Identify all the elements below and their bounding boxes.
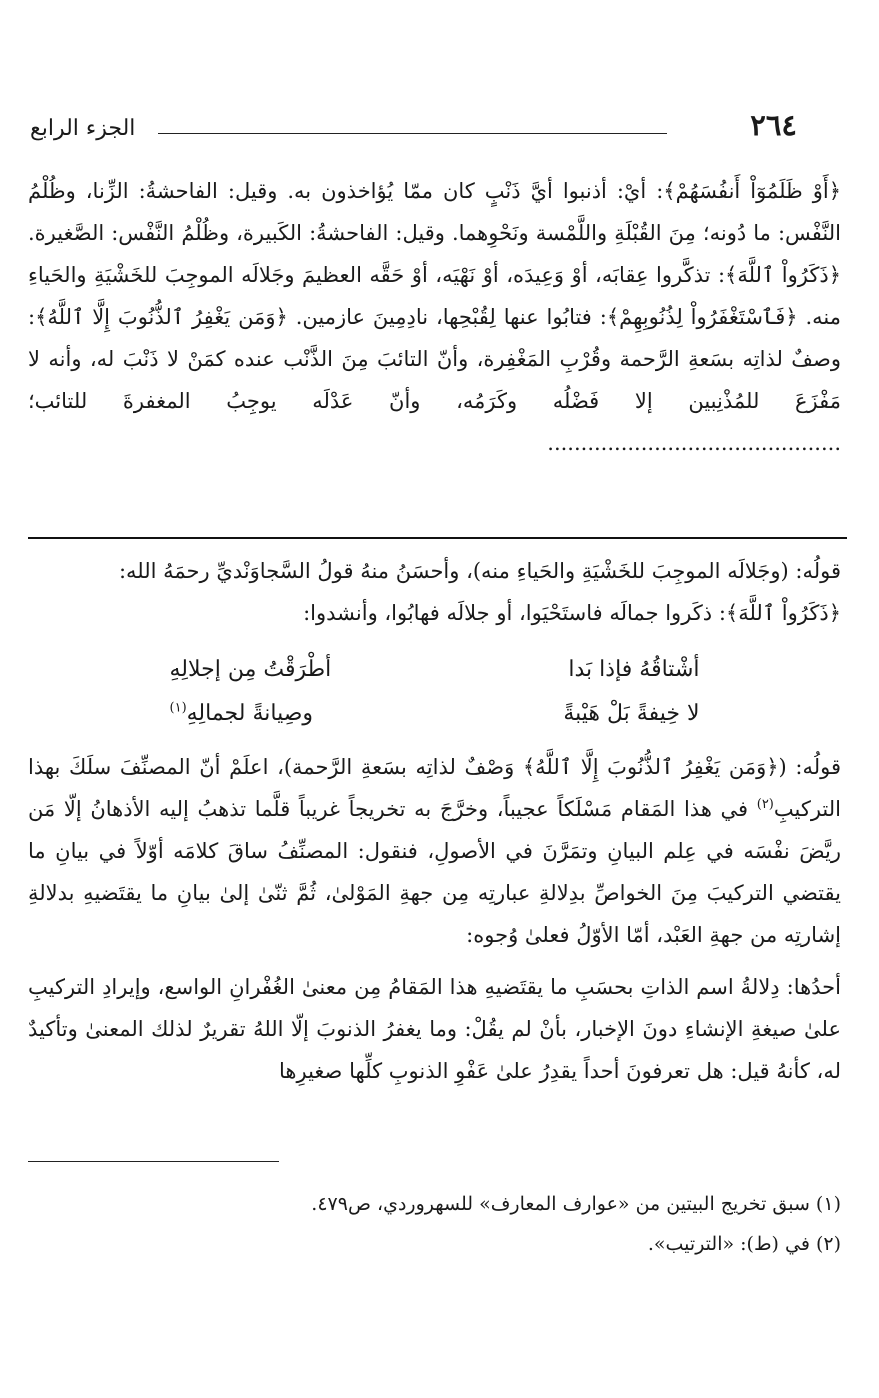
footnote: (٢) في (ط): «الترتيب».: [647, 1233, 841, 1255]
main-paragraph-text: ﴿أَوْ ظَلَمُوٓاْ أَنفُسَهُمْ﴾: أيْ: أذنبوا أيَّ ذَنْبٍ كان ممّا يُؤاخذون به. وقيل: الفاحشةُ: الزِّنا، وظُلْمُ النَّفْس: ما دُونه؛ مِنَ القُبْلَةِ واللَّمْسة ونَحْوِهما. وقيل: الفاحشةُ: الكَبيرة، وظُلْمُ النَّفْس: الصَّغيرة. ﴿ذَكَرُواْ ٱللَّهَ﴾: تذكَّروا عِقابَه، أوْ وَعِيدَه، أوْ نَهْيَه، أوْ حَقَّه العظيمَ وجَلالَه الموجِبَ للخَشْيَةِ والحَياءِ منه. ﴿فَٱسْتَغْفَرُواْ لِذُنُوبِهِمْ﴾: فتابُوا عنها لِقُبْحِها، نادِمِينَ عازمين. ﴿وَمَن يَغْفِرُ ٱلذُّنُوبَ إِلَّا ٱللَّهُ﴾: وصفٌ لذاتِه بسَعةِ الرَّحمة وقُرْبِ المَغْفِرة، وأنّ التائبَ مِنَ الذَّنْب عنده كمَنْ لا ذَنْبَ له، وأنه لا مَفْزَعَ للمُذْنِبين إلا فَضْلُه وكَرَمُه، وأنّ عَدْلَه يوجِبُ المغفرةَ للتائب؛: [28, 179, 841, 413]
main-paragraph: [28, 170, 841, 464]
commentary-line: ﴿ذَكَرُواْ ٱللَّهَ﴾: ذكَروا جمالَه فاستَحْيَوا، أو جلالَه فهابُوا، وأنشدوا:: [303, 601, 841, 625]
commentary: [28, 550, 841, 1092]
header-rule: [158, 133, 667, 134]
footnote-ref: (٢): [756, 797, 774, 812]
verse-row: [28, 692, 841, 736]
page-number: ٢٦٤: [750, 108, 797, 142]
verse-text: وصِيانةً لجمالِهِ: [186, 701, 314, 726]
verse-row: [28, 648, 841, 692]
commentary-line: قولُه: (وجَلالَه الموجِبَ للخَشْيَةِ والحَياءِ منه)، وأحسَنُ منهُ قولُ السَّجاوَنْديِّ رحمَهُ الله:: [118, 559, 841, 583]
paragraph-text: قولُه: (﴿وَمَن يَغْفِرُ ٱلذُّنُوبَ إِلَّا ٱللَّهُ﴾ وَصْفٌ لذاتِه بسَعةِ الرَّحمة)، اعلَمْ أنّ المصنِّفَ سلَكَ بهذا التركيبِ: [28, 755, 841, 821]
verse-hemistich-first: أشْتاقُهُ فإذا بَدا: [568, 657, 700, 682]
footnote: (١) سبق تخريج البيتين من «عوارف المعارف» للسهروردي، ص٤٧٩.: [311, 1193, 841, 1215]
main-text: [28, 170, 841, 464]
footnote-rule: [28, 1161, 279, 1162]
running-header: [30, 108, 797, 168]
poem-verses: [28, 648, 841, 736]
commentary-paragraph: [28, 746, 841, 956]
section-divider: [28, 537, 847, 539]
verse-hemistich-first: لا خِيفةً بَلْ هَيْبةً: [563, 701, 700, 726]
verse-hemistich-second: [170, 692, 400, 736]
part-title: الجزء الرابع: [30, 116, 136, 141]
verse-hemistich-second: أطْرَقْتُ مِن إجلالِهِ: [169, 657, 332, 682]
trailing-dots: ............................................: [547, 431, 841, 455]
paragraph-text: في هذا المَقام مَسْلَكاً عجيباً، وخرَّجَ به تخريجاً غريباً قلَّما تذهبُ إليه الأذهانُ إلّا مَن ريَّضَ نفْسَه في عِلم البيانِ وتمَرَّنَ في الأصولِ، فنقول: المصنِّفُ ساقَ كلامَه أوّلاً في بيانِ ما يقتضي التركيبَ مِنَ الخواصِّ بدِلالةِ عبارتِه مِن جهةِ المَوْلىٰ، ثُمَّ ثنّىٰ إلىٰ بيانِ ما يقتَضيهِ بدلالةِ إشارتِه من جهةِ العَبْد، أمّا الأوّلُ فعلىٰ وُجوه:: [28, 797, 841, 947]
footnotes: [28, 1184, 841, 1264]
footnote-ref: (١): [169, 700, 187, 716]
commentary-paragraph: أحدُها: دِلالةُ اسم الذاتِ بحسَبِ ما يقتَضيهِ هذا المَقامُ مِن معنىٰ الغُفْرانِ الواسع، وإيرادِ التركيبِ علىٰ صيغةِ الإنشاءِ دونَ الإخبار، بأنْ لم يقُلْ: وما يغفرُ الذنوبَ إلّا اللهُ تقريرٌ لذلك المعنىٰ وتأكيدٌ له، كأنهُ قيل: هل تعرفونَ أحداً يقدِرُ علىٰ عَفْوِ الذنوبِ كلِّها صغيرِها: [28, 975, 841, 1083]
